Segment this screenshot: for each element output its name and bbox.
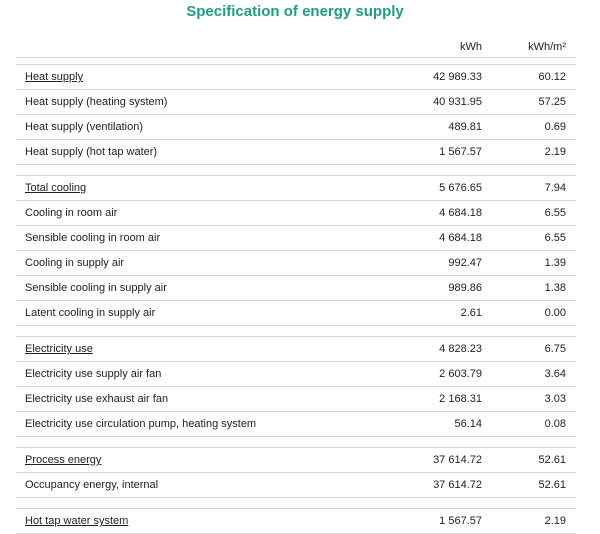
row-kwh-value: 5 676.65 (439, 182, 482, 194)
row-kwh-m2-value: 6.55 (544, 207, 566, 219)
row-label: Cooling in supply air (25, 257, 125, 269)
row-kwh-value: 56.14 (454, 418, 482, 430)
section-divider (16, 437, 576, 448)
page-title: Specification of energy supply (186, 3, 404, 20)
row-kwh-value: 2.61 (460, 307, 482, 319)
row-label: Electricity use exhaust air fan (25, 393, 169, 405)
section-heading-row (16, 176, 576, 201)
row-kwh-m2-value: 0.08 (544, 418, 566, 430)
row-kwh-value: 1 567.57 (439, 146, 482, 158)
row-kwh-m2-value: 52.61 (538, 479, 566, 491)
table-row (16, 226, 576, 251)
row-kwh-value: 37 614.72 (433, 454, 482, 466)
header-kwh-m2: kWh/m² (528, 41, 566, 53)
row-label: Sensible cooling in room air (25, 232, 161, 244)
table-row (16, 251, 576, 276)
row-kwh-m2-value: 3.64 (544, 368, 566, 380)
section-heading-label: Hot tap water system (25, 515, 129, 527)
table-body (16, 58, 576, 534)
table-row (16, 90, 576, 115)
section-divider (16, 326, 576, 337)
row-label: Cooling in room air (25, 207, 118, 219)
row-label: Electricity use circulation pump, heating system (25, 418, 257, 430)
row-kwh-m2-value: 6.75 (544, 343, 566, 355)
row-label: Heat supply (hot tap water) (25, 146, 158, 158)
row-kwh-value: 989.86 (448, 282, 482, 294)
section-heading-label: Heat supply (25, 71, 84, 83)
row-kwh-value: 2 168.31 (439, 393, 482, 405)
section-divider (16, 498, 576, 509)
row-kwh-m2-value: 6.55 (544, 232, 566, 244)
row-kwh-m2-value: 0.00 (544, 307, 566, 319)
row-label: Latent cooling in supply air (25, 307, 156, 319)
section-divider (16, 58, 576, 65)
row-label: Occupancy energy, internal (25, 479, 159, 491)
row-kwh-value: 40 931.95 (433, 96, 482, 108)
row-label: Heat supply (ventilation) (25, 121, 144, 133)
header-kwh: kWh (460, 41, 482, 53)
section-heading-label: Process energy (25, 454, 102, 466)
row-kwh-value: 37 614.72 (433, 479, 482, 491)
section-divider (16, 165, 576, 176)
row-kwh-value: 42 989.33 (433, 71, 482, 83)
row-kwh-m2-value: 57.25 (538, 96, 566, 108)
section-heading-row (16, 509, 576, 534)
row-kwh-m2-value: 0.69 (544, 121, 566, 133)
table-row (16, 473, 576, 498)
row-label: Sensible cooling in supply air (25, 282, 167, 294)
energy-supply-table (16, 37, 576, 534)
table-row (16, 276, 576, 301)
table-row (16, 412, 576, 437)
section-heading-row (16, 448, 576, 473)
row-kwh-m2-value: 3.03 (544, 393, 566, 405)
row-kwh-m2-value: 7.94 (544, 182, 566, 194)
row-kwh-m2-value: 60.12 (538, 71, 566, 83)
row-kwh-value: 4 828.23 (439, 343, 482, 355)
row-kwh-m2-value: 1.39 (544, 257, 566, 269)
table-row (16, 362, 576, 387)
section-heading-row (16, 337, 576, 362)
row-kwh-value: 4 684.18 (439, 232, 482, 244)
row-kwh-value: 4 684.18 (439, 207, 482, 219)
section-heading-label: Electricity use (25, 343, 93, 355)
table-header (16, 37, 576, 58)
table-row (16, 301, 576, 326)
section-heading-label: Total cooling (25, 182, 87, 194)
table-row (16, 387, 576, 412)
row-kwh-m2-value: 1.38 (544, 282, 566, 294)
table-row (16, 201, 576, 226)
row-kwh-value: 489.81 (448, 121, 482, 133)
row-kwh-value: 992.47 (448, 257, 482, 269)
row-kwh-value: 1 567.57 (439, 515, 482, 527)
row-label: Electricity use supply air fan (25, 368, 162, 380)
table-row (16, 115, 576, 140)
row-kwh-value: 2 603.79 (439, 368, 482, 380)
row-kwh-m2-value: 52.61 (538, 454, 566, 466)
row-label: Heat supply (heating system) (25, 96, 168, 108)
table-row (16, 140, 576, 165)
row-kwh-m2-value: 2.19 (544, 146, 566, 158)
section-heading-row (16, 65, 576, 90)
row-kwh-m2-value: 2.19 (544, 515, 566, 527)
